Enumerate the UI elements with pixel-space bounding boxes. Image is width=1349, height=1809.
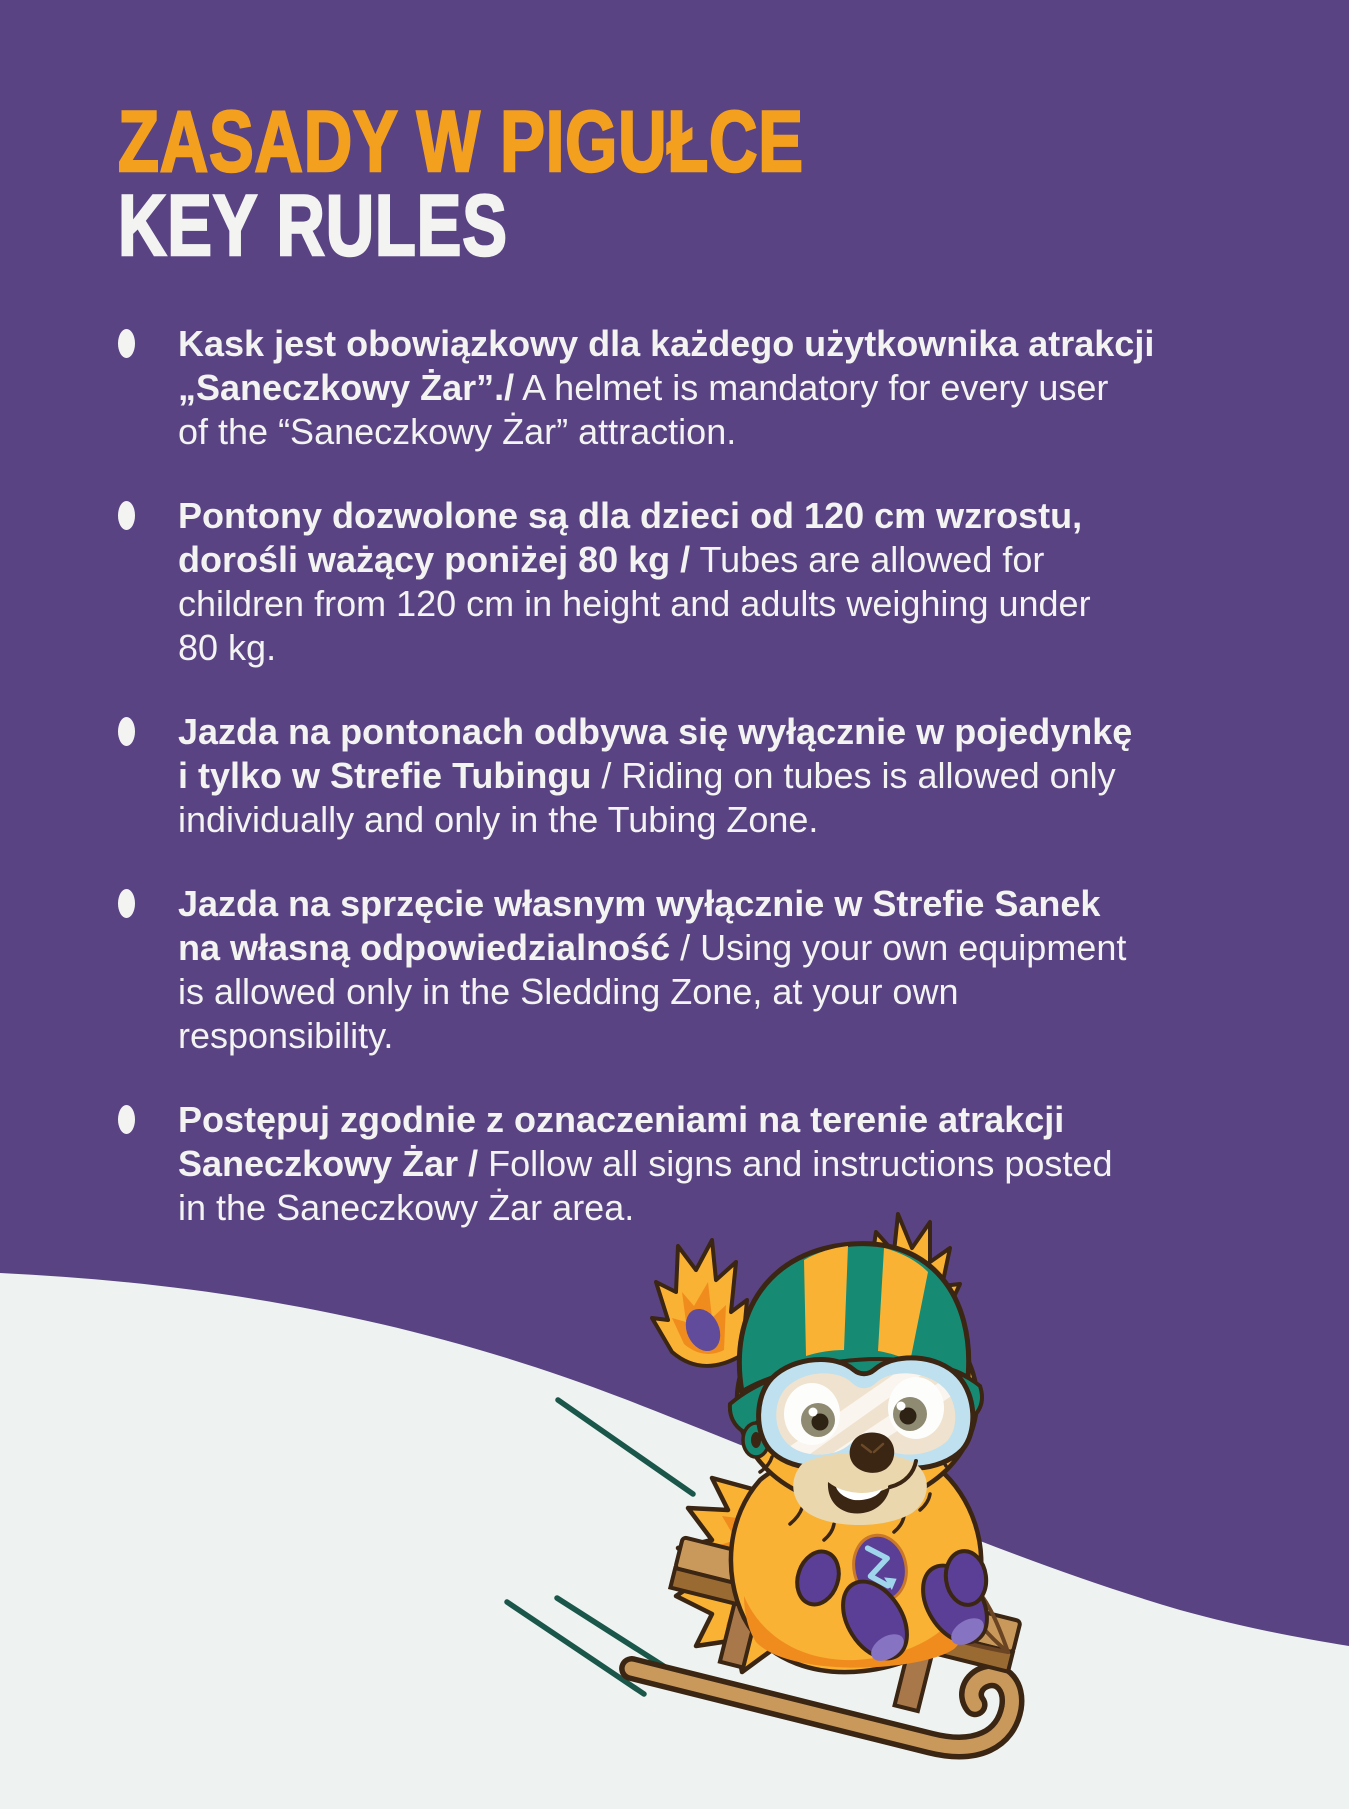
rule-item [118,494,1298,670]
rule-text-polish: Saneczkowy Żar / [178,1143,479,1184]
rule-text-polish: na własną odpowiedzialność [178,927,671,968]
bullet-dot-icon [118,889,135,918]
rule-text-english: in the Saneczkowy Żar area. [178,1187,635,1228]
rule-text-english: / Riding on tubes is allowed only [591,755,1116,796]
rule-text-english: 80 kg. [178,627,277,668]
rule-line [178,626,1091,670]
title-polish: ZASADY W PIGUŁCE [118,94,804,190]
rule-line [178,1014,1126,1058]
bullet-dot-icon [118,329,135,358]
rule-text-english: responsibility. [178,1015,394,1056]
page-title [118,94,997,274]
rule-text [178,710,1132,842]
rule-text-english: individually and only in the Tubing Zone. [178,799,819,840]
rule-line [178,798,1132,842]
rule-text-polish: Jazda na pontonach odbywa się wyłącznie w pojedynkę [178,711,1133,752]
title-english: KEY RULES [118,178,508,274]
rule-text-polish: dorośli ważący poniżej 80 kg / [178,539,691,580]
bullet-dot-icon [118,501,135,530]
rule-line [178,322,1154,366]
bullet-dot-icon [118,717,135,746]
rule-text [178,1098,1112,1230]
rule-text-polish: Kask jest obowiązkowy dla każdego użytkownika atrakcji [178,323,1155,364]
rule-item [118,710,1298,842]
rule-line [178,710,1132,754]
rule-line [178,754,1132,798]
rule-line [178,882,1126,926]
rule-line [178,1186,1112,1230]
rule-line [178,410,1154,454]
rule-line [178,582,1091,626]
rule-text-english: Follow all signs and instructions posted [478,1143,1113,1184]
rule-line [178,366,1154,410]
rule-text [178,322,1154,454]
rule-text-polish: Jazda na sprzęcie własnym wyłącznie w Strefie Sanek [178,883,1101,924]
rule-text-polish: „Saneczkowy Żar”./ [178,367,515,408]
rule-text-english: of the “Saneczkowy Żar” attraction. [178,411,737,452]
rule-text-english: A helmet is mandatory for every user [514,367,1109,408]
rule-item [118,322,1298,454]
rule-line [178,926,1126,970]
rule-text-english: is allowed only in the Sledding Zone, at your own [178,971,959,1012]
rules-list [118,322,1298,1270]
rule-line [178,494,1091,538]
rule-item [118,882,1298,1058]
rule-text [178,494,1091,670]
bullet-dot-icon [118,1105,135,1134]
rule-text [178,882,1126,1058]
rule-item [118,1098,1298,1230]
rule-line [178,538,1091,582]
rule-line [178,1098,1112,1142]
rule-text-polish: i tylko w Strefie Tubingu [178,755,592,796]
rule-line [178,970,1126,1014]
rule-line [178,1142,1112,1186]
rule-text-polish: Pontony dozwolone są dla dzieci od 120 cm wzrostu, [178,495,1083,536]
rule-text-english: Tubes are allowed for [690,539,1045,580]
rule-text-english: / Using your own equipment [670,927,1127,968]
rule-text-english: children from 120 cm in height and adults weighing under [178,583,1091,624]
rule-text-polish: Postępuj zgodnie z oznaczeniami na terenie atrakcji [178,1099,1065,1140]
